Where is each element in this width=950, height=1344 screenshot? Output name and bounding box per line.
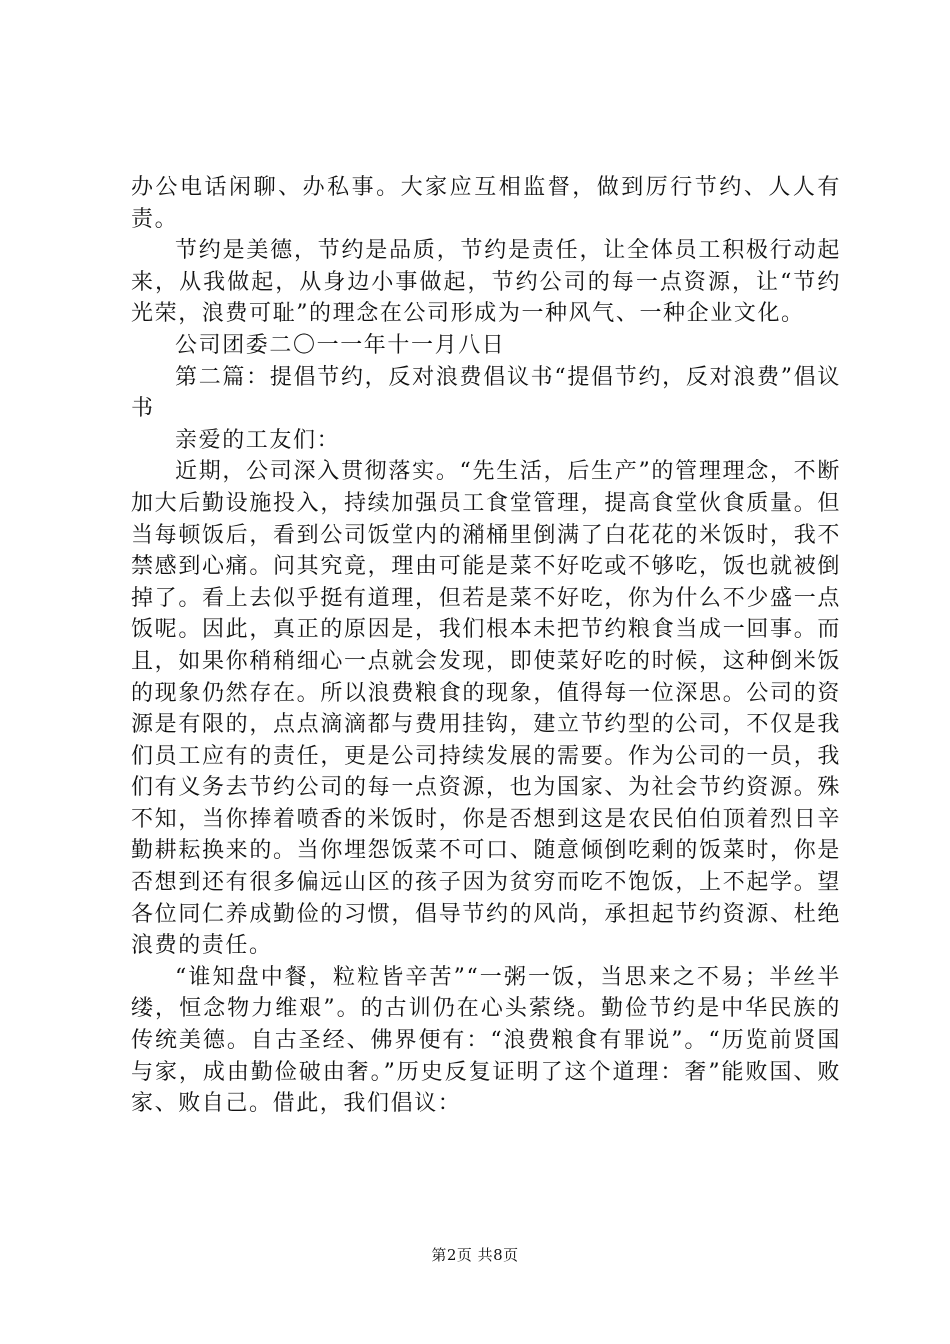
section-heading: 第二篇：提倡节约，反对浪费倡议书“提倡节约，反对浪费”倡议书 xyxy=(131,364,841,422)
paragraph-2: 节约是美德，节约是品质，节约是责任，让全体员工积极行动起来，从我做起，从身边小事做起，节约公司的每一点资源，让“节约光荣，浪费可耻”的理念在公司形成为一种风气、一种企业文化。 xyxy=(131,238,841,327)
page-number: 第2页 共8页 xyxy=(431,1246,519,1264)
document-body xyxy=(131,172,841,1120)
page-footer xyxy=(0,1244,950,1265)
paragraph-1: 办公电话闲聊、办私事。大家应互相监督，做到厉行节约、人人有责。 xyxy=(131,175,841,232)
salutation: 亲爱的工友们： xyxy=(175,427,341,453)
paragraph-quote: “谁知盘中餐，粒粒皆辛苦”“一粥一饭，当思来之不易；半丝半缕，恒念物力维艰”。的古训仍在心头萦绕。勤俭节约是中华民族的传统美德。自古圣经、佛界便有：“浪费粮食有罪说”。“历览前贤国与家，成由勤俭破由奢。”历史反复证明了这个道理：奢”能败国、败家、败自己。借此，我们倡议： xyxy=(131,964,841,1117)
paragraph-main: 近期，公司深入贯彻落实。“先生活，后生产”的管理理念，不断加大后勤设施投入，持续加强员工食堂管理，提高食堂伙食质量。但当每顿饭后，看到公司饭堂内的潲桶里倒满了白花花的米饭时，我不禁感到心痛。问其究竟，理由可能是菜不好吃或不够吃，饭也就被倒掉了。看上去似乎挺有道理，但若是菜不好吃，你为什么不少盛一点饭呢。因此，真正的原因是，我们根本未把节约粮食当成一回事。而且，如果你稍稍细心一点就会发现，即使菜好吃的时候，这种倒米饭的现象仍然存在。所以浪费粮食的现象，值得每一位深思。公司的资源是有限的，点点滴滴都与费用挂钩，建立节约型的公司，不仅是我们员工应有的责任，更是公司持续发展的需要。作为公司的一员，我们有义务去节约公司的每一点资源，也为国家、为社会节约资源。殊不知，当你捧着喷香的米饭时，你是否想到这是农民伯伯顶着烈日辛勤耕耘换来的。当你埋怨饭菜不可口、随意倾倒吃剩的饭菜时，你是否想到还有很多偏远山区的孩子因为贫穷而吃不饱饭，上不起学。望各位同仁养成勤俭的习惯，倡导节约的风尚，承担起节约资源、杜绝浪费的责任。 xyxy=(131,459,841,959)
signature-line: 公司团委二〇一一年十一月八日 xyxy=(175,332,506,358)
